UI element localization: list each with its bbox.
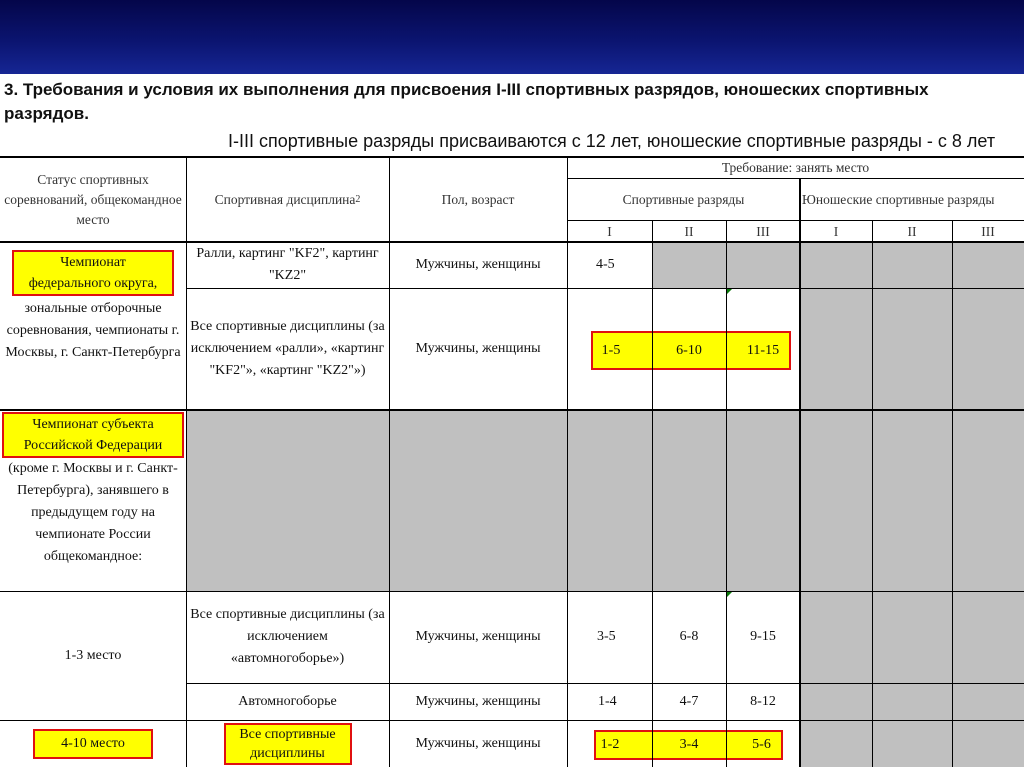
rank-III-row4: 8-12: [750, 693, 776, 709]
place-1-3: 1-3 место: [64, 647, 122, 663]
grid-line: [186, 683, 1024, 684]
grid-line: [0, 156, 1024, 158]
grid-line: [567, 157, 568, 767]
grid-line: [567, 220, 1024, 221]
highlight-federal-district: Чемпионат федерального округа,: [12, 250, 174, 296]
header-youth-rank-II: II: [907, 223, 917, 239]
grid-line: [872, 221, 873, 767]
header-rank-I: I: [607, 223, 612, 239]
status-federal-rest: зональные отборочные соревнования, чемпионаты г. Москвы, г. Санкт-Петербурга: [5, 301, 181, 360]
header-gender-age: Пол, возраст: [441, 191, 515, 207]
highlight-place-4-10: 4-10 место: [33, 729, 153, 759]
empty-cell: [800, 242, 1024, 410]
status-subject-championship: [0, 410, 186, 591]
grid-line: [389, 157, 390, 767]
header-status: Статус спортивных соревнований, общекомандное место: [4, 171, 182, 227]
header-youth-rank-III: III: [981, 223, 995, 239]
discipline-all-row5: [186, 720, 389, 767]
page-subtitle: I-III спортивные разряды присваиваются с 12 лет, юношеские спортивные разряды - с 8 лет: [228, 131, 996, 151]
grid-line: [0, 591, 1024, 592]
header-requirement: Требование: занять место: [721, 160, 870, 175]
rank-I-row1: 4-5: [596, 257, 615, 272]
grid-line: [652, 221, 653, 767]
grid-line: [567, 178, 1024, 179]
header-youth-rank-I: I: [833, 223, 839, 239]
discipline-all-except-rally: Все спортивные дисциплины (за исключением «ралли», «картинг "KF2"», «картинг "KZ2"»): [190, 319, 385, 378]
header-youth-ranks: Юношеские спортивные разряды: [802, 192, 995, 207]
gender-row5: Мужчины, женщины: [415, 735, 541, 751]
grid-line: [0, 409, 1024, 411]
discipline-rally-karting: Ралли, картинг "KF2", картинг "KZ2": [196, 246, 379, 283]
rank-III-row2: 11-15: [746, 342, 780, 358]
grid-line: [0, 720, 1024, 721]
rank-II-row3: 6-8: [679, 629, 699, 644]
header-rank-III: III: [756, 223, 770, 239]
rank-III-row3: 9-15: [750, 629, 776, 644]
rank-II-row5: 3-4: [679, 737, 699, 752]
gender-row1: Мужчины, женщины: [415, 257, 541, 272]
grid-line: [186, 288, 1024, 289]
grid-line: [952, 221, 953, 767]
page-title: 3. Требования и условия их выполнения для присвоения I-III спортивных разрядов, юношеских спортивных разрядов.: [4, 80, 929, 123]
grid-line: [0, 241, 1024, 243]
rank-I-row4: 1-4: [598, 693, 617, 709]
header-rank-II: II: [684, 223, 694, 239]
header-discipline-footnote: 2: [355, 193, 361, 205]
header-discipline: [186, 157, 389, 242]
highlight-subject-championship: Чемпионат субъекта Российской Федерации: [2, 412, 184, 458]
empty-cell: [186, 410, 1024, 591]
place-4-10-cell: [0, 720, 186, 767]
rank-I-row2: 1-5: [601, 342, 621, 358]
discipline-all-except-multisport: Все спортивные дисциплины (за исключением «автомногоборье»): [190, 607, 385, 666]
rank-I-row5: 1-2: [600, 737, 620, 752]
rank-III-row5: 5-6: [752, 737, 771, 752]
header-discipline-label: Спортивная дисциплина: [214, 191, 356, 207]
cell-comment-marker: [727, 592, 732, 597]
grid-line: [186, 157, 187, 767]
grid-line: [726, 221, 727, 767]
gender-row3: Мужчины, женщины: [415, 629, 541, 644]
header-sport-ranks: Спортивные разряды: [622, 192, 745, 207]
rank-II-row2: 6-10: [676, 342, 702, 358]
gender-row4: Мужчины, женщины: [415, 693, 541, 709]
rank-II-row4: 4-7: [679, 693, 699, 709]
rank-I-row3: 3-5: [597, 629, 616, 644]
gender-row2: Мужчины, женщины: [415, 341, 541, 356]
status-subject-rest: (кроме г. Москвы и г. Санкт-Петербурга), занявшего в предыдущем году на чемпионате России общекомандное:: [8, 461, 178, 564]
grid-line: [799, 179, 801, 767]
empty-cell: [800, 591, 1024, 767]
cell-comment-marker: [727, 289, 732, 294]
status-federal-district: [0, 242, 186, 410]
discipline-multisport: Автомногоборье: [238, 693, 337, 709]
highlight-discipline-row5: Все спортивные дисциплины: [224, 723, 352, 765]
